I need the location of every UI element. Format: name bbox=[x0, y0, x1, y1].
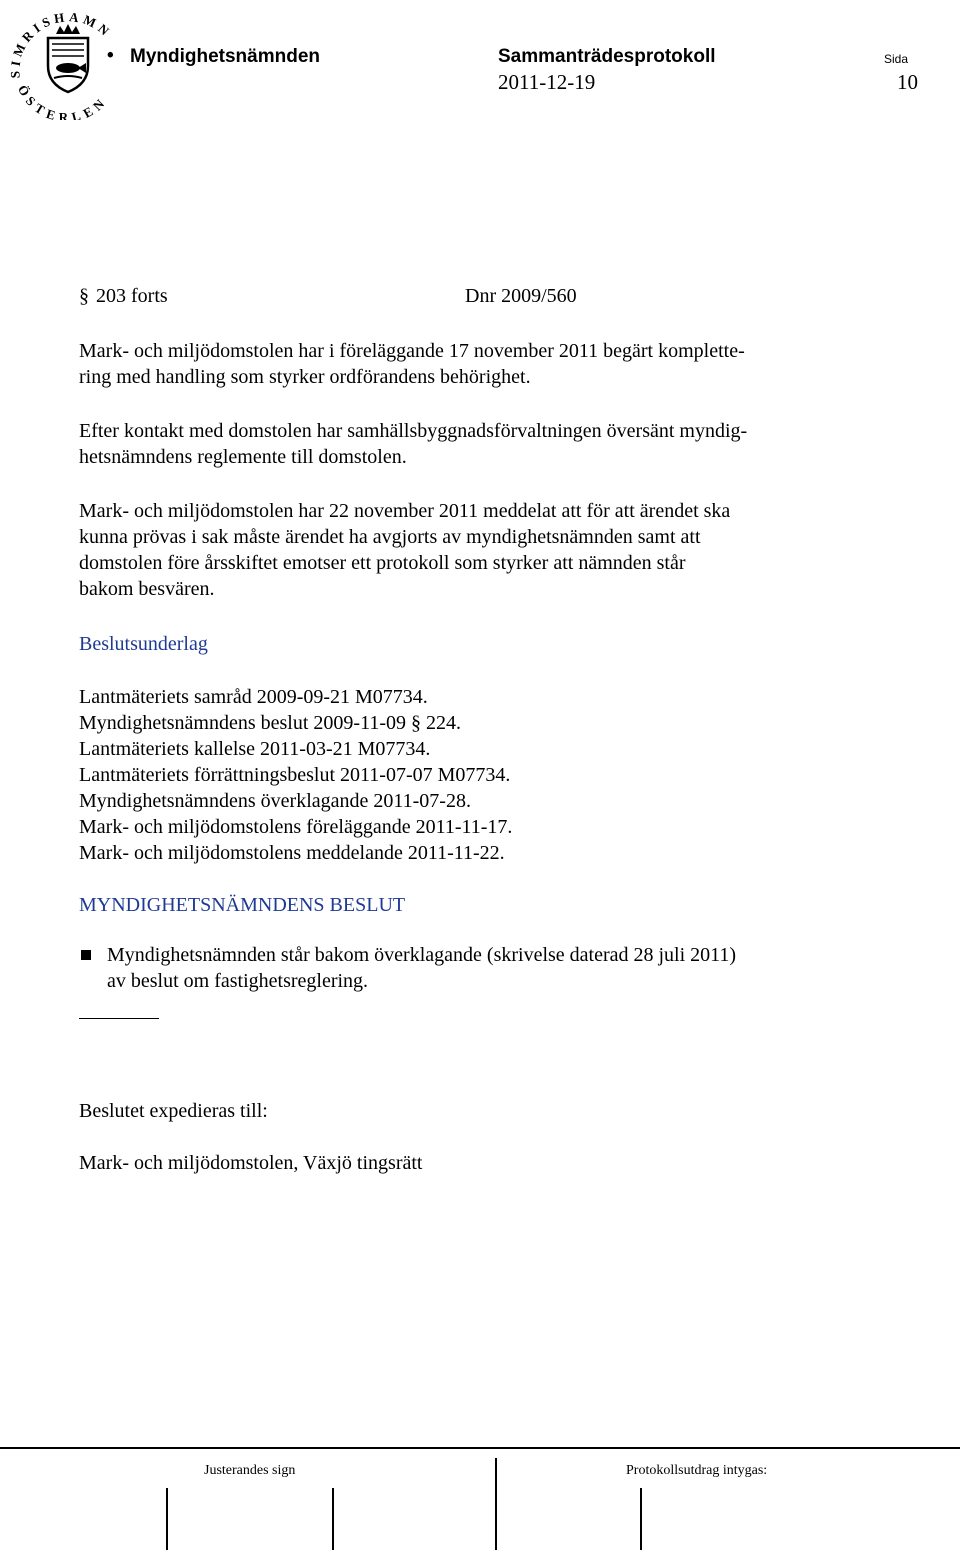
bullet-square-icon bbox=[81, 950, 91, 960]
justerandes-sign-label: Justerandes sign bbox=[204, 1463, 296, 1478]
page-label: Sida bbox=[884, 52, 909, 66]
expedition-recipients: Mark- och miljödomstolen, Växjö tingsrätt bbox=[79, 1152, 423, 1174]
document-type: Sammanträdesprotokoll bbox=[498, 46, 716, 67]
underlag-item: Mark- och miljödomstolens föreläggande 2011-11-17. bbox=[79, 816, 513, 838]
committee-name: Myndighetsnämnden bbox=[130, 46, 321, 67]
signature-box-divider bbox=[332, 1488, 334, 1550]
paragraph-1-line: Mark- och miljödomstolen har i föreläggande 17 november 2011 begärt komplette- bbox=[79, 340, 745, 362]
decision-text-line: av beslut om fastighetsreglering. bbox=[107, 970, 369, 992]
section-number: 203 forts bbox=[96, 285, 168, 307]
paragraph-3-line: Mark- och miljödomstolen har 22 november 2011 meddelat att för att ärendet ska bbox=[79, 500, 731, 522]
decision-heading: MYNDIGHETSNÄMNDENS BESLUT bbox=[79, 894, 406, 916]
paragraph-2-line: Efter kontakt med domstolen har samhällsbyggnadsförvaltningen översänt myndig- bbox=[79, 420, 748, 442]
header-bullet: • bbox=[107, 45, 114, 66]
svg-text:ÖSTERLEN: ÖSTERLEN bbox=[14, 82, 111, 120]
underlag-item: Mark- och miljödomstolens meddelande 2011-11-22. bbox=[79, 842, 505, 864]
underlag-item: Lantmäteriets samråd 2009-09-21 M07734. bbox=[79, 686, 428, 708]
signature-box-divider bbox=[495, 1458, 497, 1550]
underlag-item: Myndighetsnämndens överklagande 2011-07-28. bbox=[79, 790, 471, 812]
decision-text-line: Myndighetsnämnden står bakom överklagande (skrivelse daterad 28 juli 2011) bbox=[107, 944, 737, 966]
protokollsutdrag-label: Protokollsutdrag intygas: bbox=[626, 1463, 768, 1478]
paragraph-1-line: ring med handling som styrker ordförandens behörighet. bbox=[79, 366, 531, 388]
footer-rule bbox=[0, 1447, 960, 1449]
section-end-rule bbox=[79, 1018, 159, 1019]
signature-box-divider bbox=[166, 1488, 168, 1550]
underlag-item: Myndighetsnämndens beslut 2009-11-09 § 224. bbox=[79, 712, 462, 734]
beslutsunderlag-heading: Beslutsunderlag bbox=[79, 633, 208, 655]
page-number: 10 bbox=[897, 70, 918, 94]
paragraph-2-line: hetsnämndens reglemente till domstolen. bbox=[79, 446, 407, 468]
case-dnr: Dnr 2009/560 bbox=[465, 285, 577, 307]
expedition-label: Beslutet expedieras till: bbox=[79, 1100, 268, 1122]
paragraph-3-line: domstolen före årsskiftet emotser ett protokoll som styrker att nämnden står bbox=[79, 552, 686, 574]
paragraph-3-line: bakom besvären. bbox=[79, 578, 215, 600]
meeting-date: 2011-12-19 bbox=[498, 70, 596, 94]
signature-box-divider bbox=[640, 1488, 642, 1550]
paragraph-3-line: kunna prövas i sak måste ärendet ha avgjorts av myndighetsnämnden samt att bbox=[79, 526, 701, 548]
svg-text:SIMRISHAMN: SIMRISHAMN bbox=[7, 9, 116, 79]
underlag-item: Lantmäteriets förrättningsbeslut 2011-07-07 M07734. bbox=[79, 764, 511, 786]
underlag-item: Lantmäteriets kallelse 2011-03-21 M07734. bbox=[79, 738, 431, 760]
section-sign: § bbox=[79, 285, 89, 307]
